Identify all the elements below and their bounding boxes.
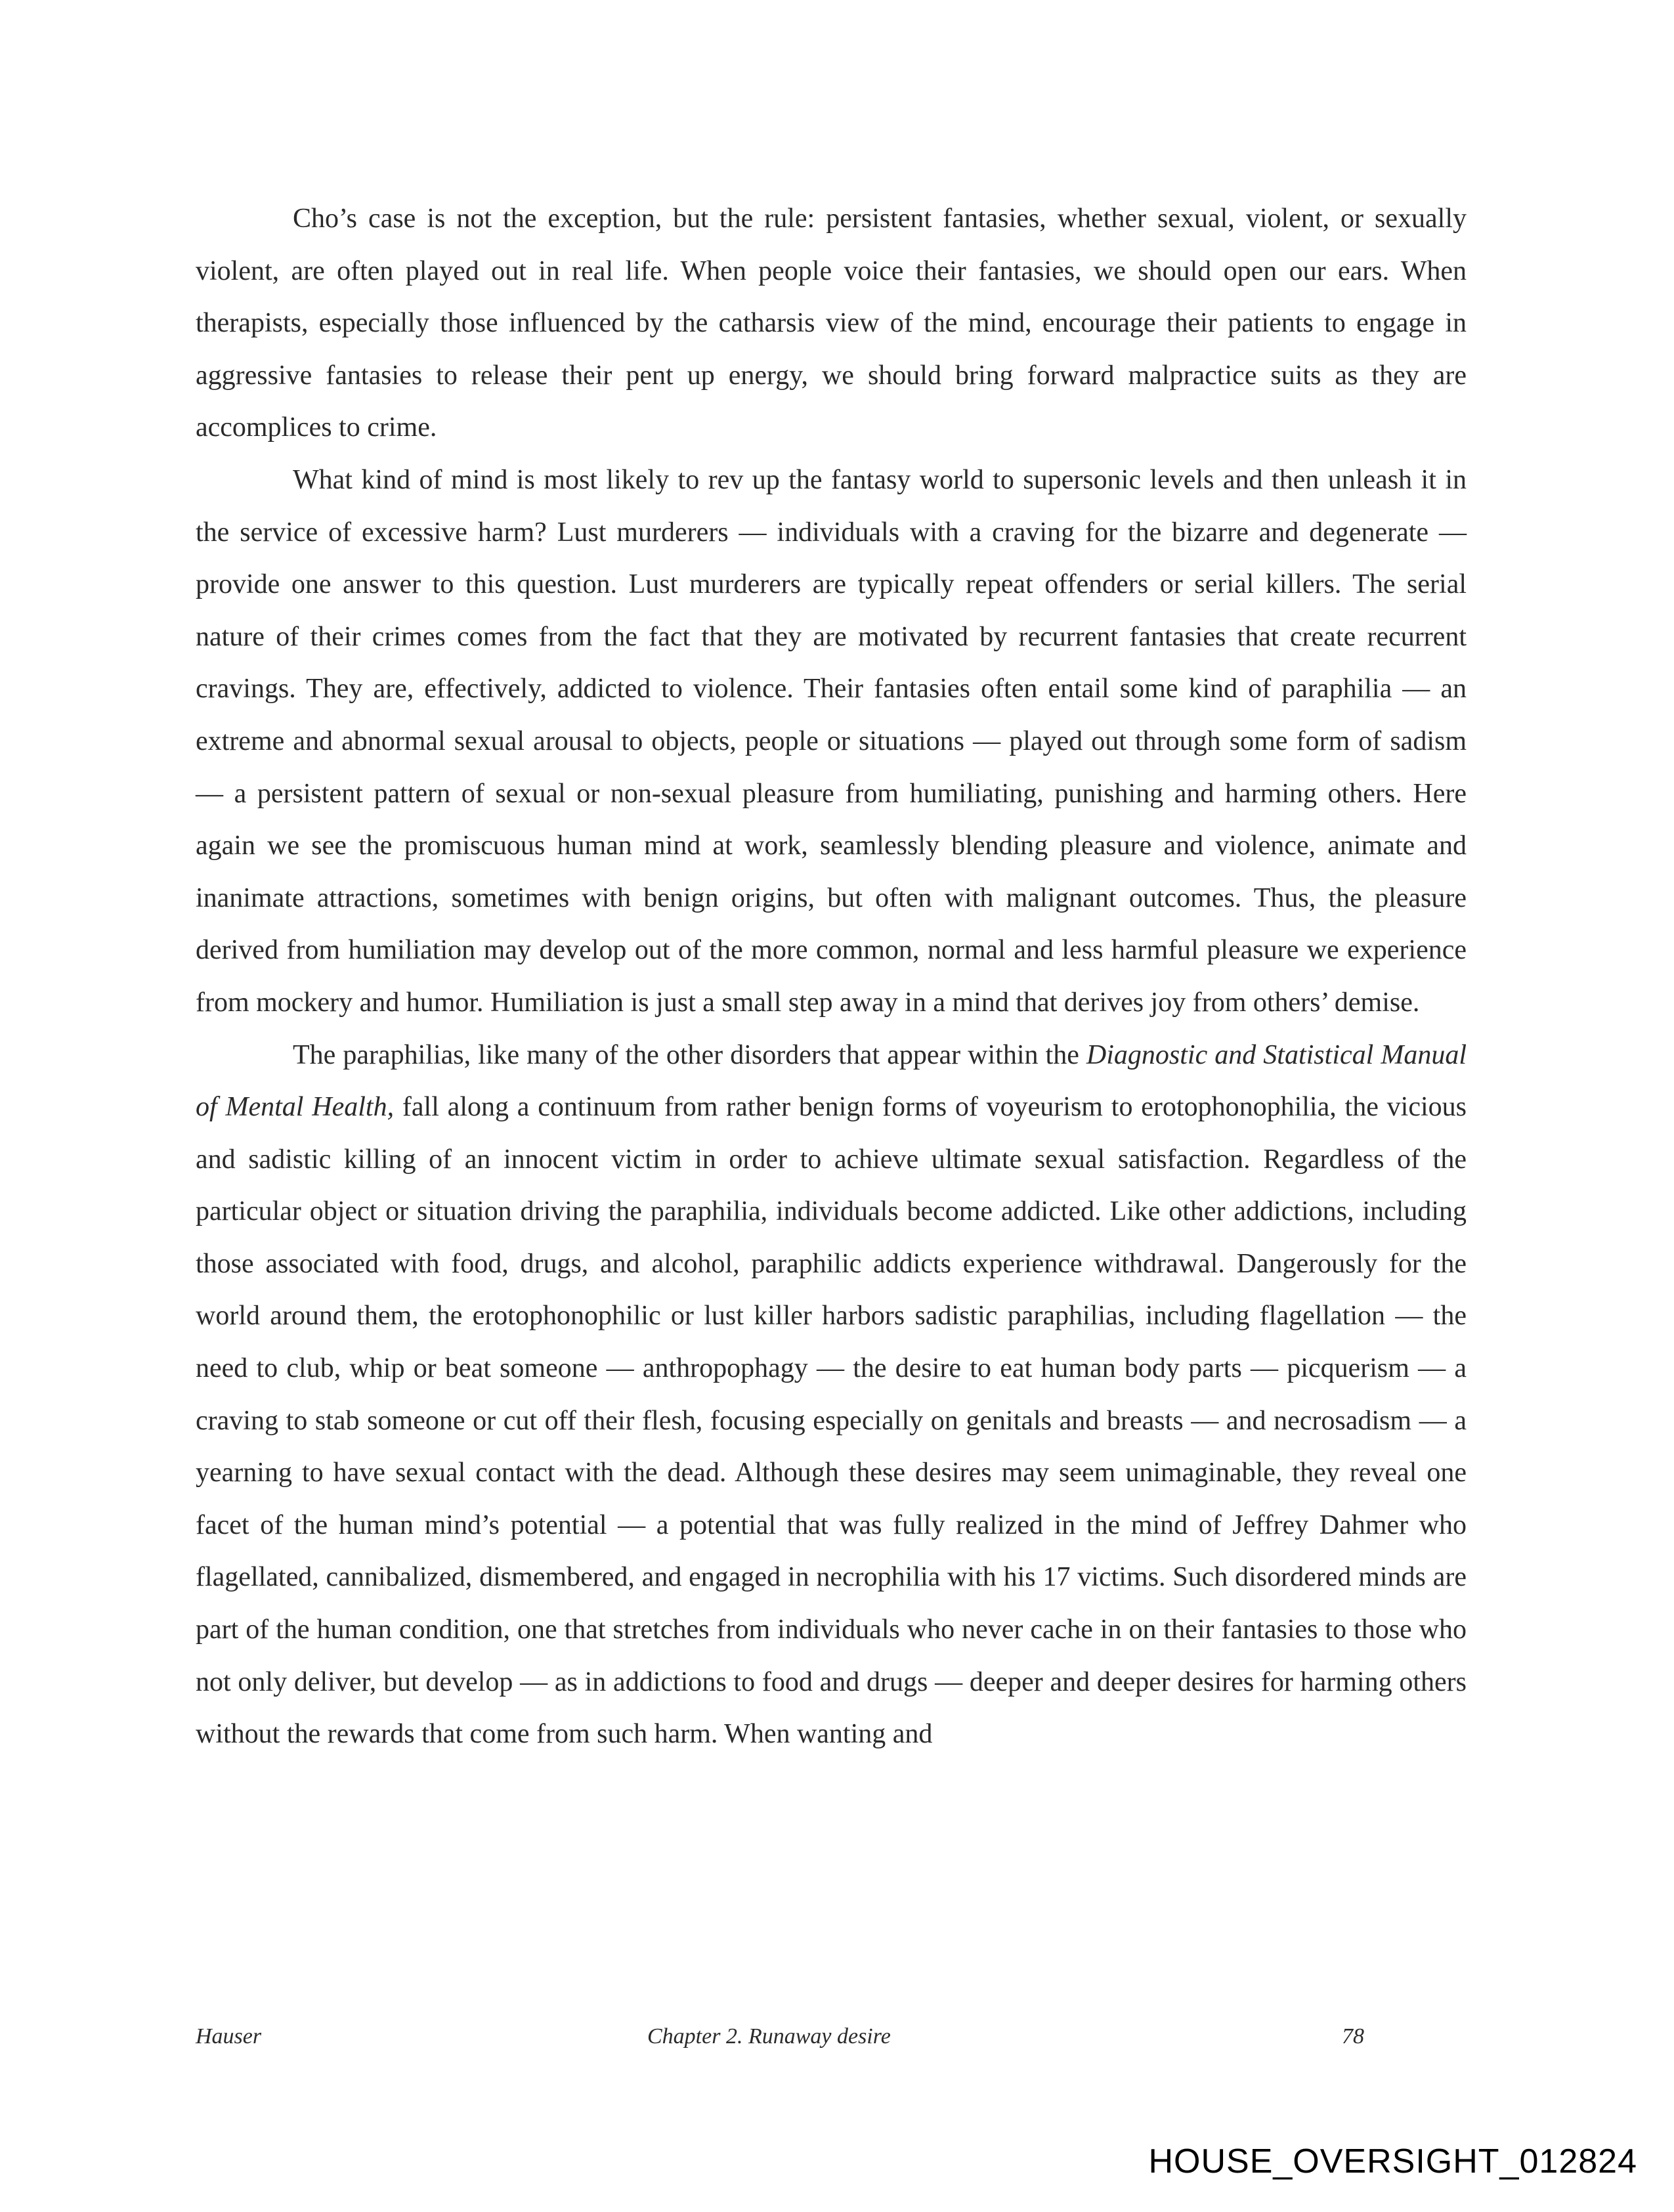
bates-number: HOUSE_OVERSIGHT_012824 <box>1148 2142 1637 2180</box>
manual-title: Diagnostic and Statistical Manual of Mental Health, <box>196 1039 1467 1123</box>
footer-page-number: 78 <box>1342 2024 1364 2049</box>
paragraph-3-start: The paraphilias, like many of the other disorders that appear within the <box>293 1039 1086 1070</box>
paragraph-1: Cho’s case is not the exception, but the rule: persistent fantasies, whether sexual, violent, or sexually violent, are often played out in real life. When people voice their fantasies, we should open our ears. When therapists, especially those influenced by the catharsis view of the mind, encourage their patients to engage in aggressive fantasies to release their pent up energy, we should bring forward malpractice suits as they are accomplices to crime. <box>196 204 1467 443</box>
footer-author: Hauser <box>196 2024 262 2049</box>
paragraph-2: What kind of mind is most likely to rev up the fantasy world to supersonic levels and then unleash it in the service of excessive harm? Lust murderers — individuals with a craving for the bizarre and degenerate —provide one answer to this question. Lust murderers are typically repeat offenders or serial killers. The serial nature of their crimes comes from the fact that they are motivated by recurrent fantasies that create recurrent cravings. They are, effectively, addicted to violence. Their fantasies often entail some kind of paraphilia — an extreme and abnormal sexual arousal to objects, people or situations — played out through some form of sadism — a persistent pattern of sexual or non-sexual pleasure from humiliating, punishing and harming others. Here again we see the promiscuous human mind at work, seamlessly blending pleasure and violence, animate and inanimate attractions, sometimes with benign origins, but often with malignant outcomes. Thus, the pleasure derived from humiliation may develop out of the more common, normal and less harmful pleasure we experience from mockery and humor. Humiliation is just a small step away in a mind that derives joy from others’ demise. <box>196 464 1467 1018</box>
paragraph-3-rest: fall along a continuum from rather benign forms of voyeurism to erotophonophilia, the vicious and sadistic killing of an innocent victim in order to achieve ultimate sexual satisfaction. Regardless of the particular object or situation driving the paraphilia, individuals become addicted. Like other addictions, including those associated with food, drugs, and alcohol, paraphilic addicts experience withdrawal. Dangerously for the world around them, the erotophonophilic or lust killer harbors sadistic paraphilias, including flagellation — the need to club, whip or beat someone — anthropophagy — the desire to eat human body parts — picquerism — a craving to stab someone or cut off their flesh, focusing especially on genitals and breasts — and necrosadism — a yearning to have sexual contact with the dead. Although these desires may seem unimaginable, they reveal one facet of the human mind’s potential — a potential that was fully realized in the mind of Jeffrey Dahmer who flagellated, cannibalized, dismembered, and engaged in necrophilia with his 17 victims. Such disordered minds are part of the human condition, one that stretches from individuals who never cache in on their fantasies to those who not only deliver, but develop — as in addictions to food and drugs — deeper and deeper desires for harming others without the rewards that come from such harm. When wanting and <box>196 1092 1467 1750</box>
paragraph-3 <box>196 1030 1467 1761</box>
body-text <box>196 193 1467 1761</box>
footer-chapter: Chapter 2. Runaway desire <box>647 2024 891 2049</box>
